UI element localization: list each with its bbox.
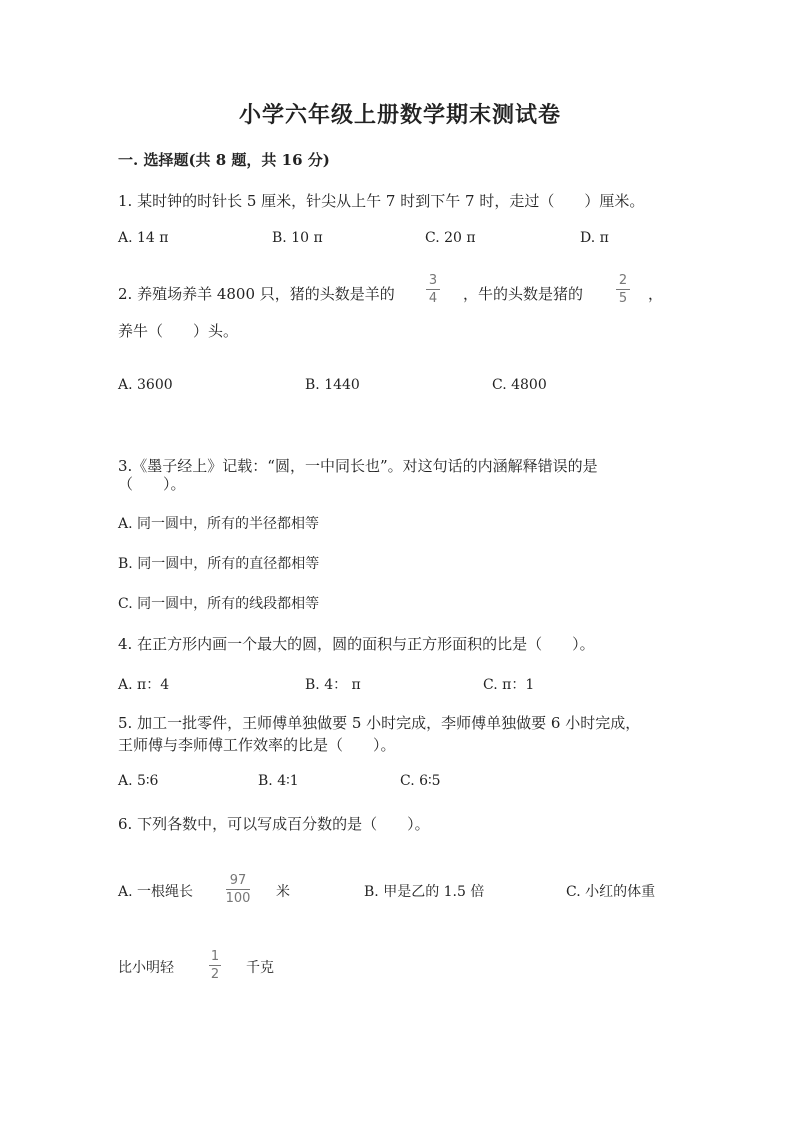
q4-option-c[interactable]: C. π：1 (483, 677, 535, 693)
question-2-part2: ，牛的头数是猪的 (463, 285, 584, 303)
q6-option-a-fraction (226, 874, 250, 905)
q4-option-a[interactable]: A. π：4 (118, 677, 170, 693)
question-3-line2: （ ）。 (118, 475, 186, 493)
q6-fraction-a-denominator: 100 (225, 891, 251, 906)
question-5-line1: 5. 加工一批零件，王师傅单独做要 5 小时完成，李师傅单独做要 6 小时完成， (118, 714, 641, 732)
question-5-line2: 王师傅与李师傅工作效率的比是（ ）。 (118, 736, 396, 754)
q6-option-c-line1[interactable]: C. 小红的体重 (566, 884, 656, 900)
q1-option-a[interactable]: A. 14 π (118, 230, 169, 246)
q6-option-a-suffix: 米 (276, 884, 290, 900)
q3-option-c[interactable]: C. 同一圆中，所有的线段都相等 (118, 596, 320, 612)
q6-option-c-suffix: 千克 (246, 960, 274, 976)
q2-option-b[interactable]: B. 1440 (305, 377, 360, 393)
page-title: 小学六年级上册数学期末测试卷 (238, 102, 561, 128)
question-2-part1: 2. 养殖场养羊 4800 只，猪的头数是羊的 (118, 285, 395, 303)
q6-option-c-fraction (209, 950, 221, 981)
question-2-line2: 养牛（ ）头。 (118, 322, 239, 340)
q2-option-c[interactable]: C. 4800 (492, 377, 547, 393)
q6-fraction-a-numerator: 97 (229, 873, 247, 888)
q3-option-a[interactable]: A. 同一圆中，所有的半径都相等 (118, 516, 320, 532)
question-2-part3: ， (648, 285, 664, 303)
section-heading: 一. 选择题(共 8 题，共 16 分) (118, 151, 330, 169)
q5-option-a[interactable]: A. 5∶6 (118, 773, 159, 789)
fraction-bar (426, 289, 440, 290)
q1-option-c[interactable]: C. 20 π (425, 230, 476, 246)
q5-option-c[interactable]: C. 6∶5 (400, 773, 441, 789)
question-1-text: 1. 某时钟的时针长 5 厘米，针尖从上午 7 时到下午 7 时，走过（ ）厘米。 (118, 192, 645, 210)
fraction-bar (226, 889, 250, 890)
question-3-line1: 3.《墨子经上》记载：“圆，一中同长也”。对这句话的内涵解释错误的是 (118, 457, 598, 475)
q2-fraction-1 (426, 274, 440, 305)
q6-option-b[interactable]: B. 甲是乙的 1.5 倍 (364, 884, 485, 900)
q2-fraction-1-numerator: 3 (428, 273, 438, 288)
question-6-text: 6. 下列各数中，可以写成百分数的是（ ）。 (118, 815, 430, 833)
q6-option-a-prefix[interactable]: A. 一根绳长 (118, 884, 194, 900)
q3-option-b[interactable]: B. 同一圆中，所有的直径都相等 (118, 556, 320, 572)
q2-fraction-2-numerator: 2 (618, 273, 628, 288)
q2-fraction-1-denominator: 4 (428, 291, 438, 306)
q4-option-b[interactable]: B. 4： π (305, 677, 361, 693)
q2-fraction-2 (616, 274, 630, 305)
fraction-bar (616, 289, 630, 290)
question-4-text: 4. 在正方形内画一个最大的圆，圆的面积与正方形面积的比是（ ）。 (118, 635, 595, 653)
q2-fraction-2-denominator: 5 (618, 291, 628, 306)
q1-option-b[interactable]: B. 10 π (272, 230, 323, 246)
q1-option-d[interactable]: D. π (580, 230, 609, 246)
fraction-bar (209, 965, 221, 966)
q6-fraction-c-denominator: 2 (210, 967, 220, 982)
q6-fraction-c-numerator: 1 (210, 949, 220, 964)
q5-option-b[interactable]: B. 4∶1 (258, 773, 299, 789)
q6-option-c-line2-prefix: 比小明轻 (118, 960, 174, 976)
q2-option-a[interactable]: A. 3600 (118, 377, 173, 393)
